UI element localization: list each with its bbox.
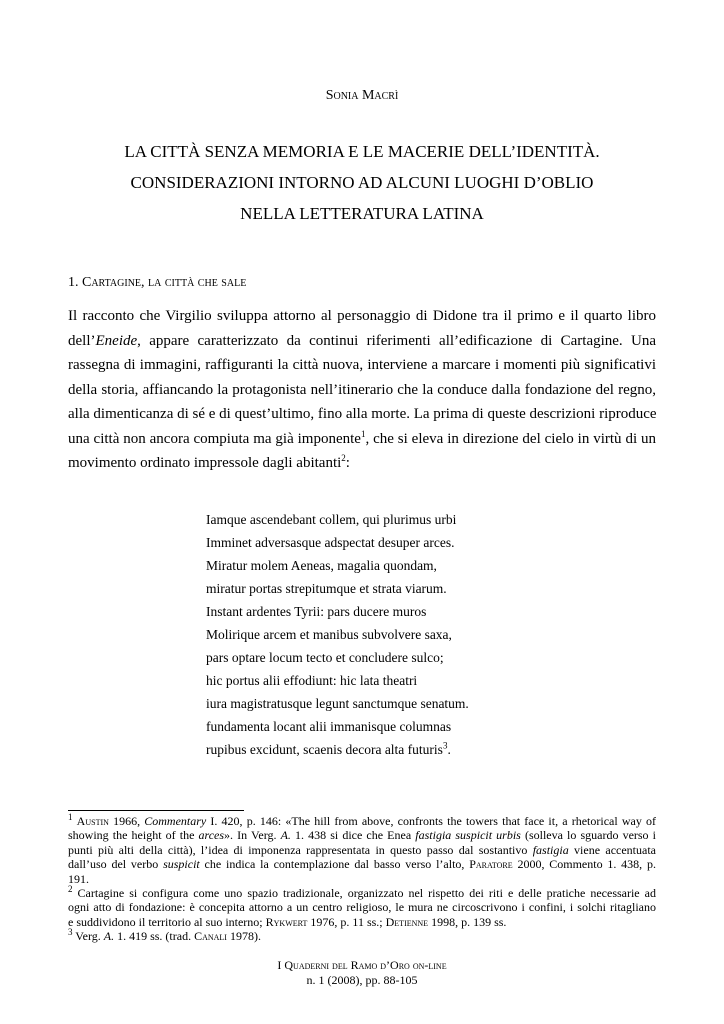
footnote-number: 1: [68, 812, 73, 822]
footnote-1: [68, 814, 656, 828]
footnote-line: [68, 915, 656, 929]
text-run: 1978).: [226, 929, 261, 944]
italic-run: arces: [198, 828, 225, 843]
footnote-line: [68, 828, 656, 842]
footnotes: [68, 814, 656, 944]
italic-run: A.: [280, 828, 291, 843]
text-run: punti più alti della città), l’idea di imponenza rappresentata in questo passo dal sostantivo: [68, 842, 533, 857]
verse-line: iura magistratusque legunt sanctumque senatum.: [206, 696, 469, 711]
text-run: :: [345, 455, 350, 471]
paragraph-line: alla dimenticanza di sé e di quest’ultimo, fino alla morte. La prima di queste descrizioni riproduce: [68, 406, 657, 422]
text-run: showing the height of the: [68, 828, 199, 843]
text-run: dall’uso del verbo: [68, 857, 164, 872]
text-run: viene accentuata: [568, 842, 656, 857]
text-run: Canali: [194, 929, 227, 944]
footnote-line: 191.: [68, 871, 89, 886]
verse-line: Miratur molem Aeneas, magalia quondam,: [206, 558, 437, 573]
footnote-2: [68, 886, 656, 900]
verse-line: Imminet adversasque adspectat desuper arces.: [206, 535, 455, 550]
footnote-number: 3: [68, 927, 73, 938]
text-run: Verg.: [72, 929, 104, 944]
verse-line: [206, 738, 469, 761]
verse-line: Molirique arcem et manibus subvolvere saxa,: [206, 627, 452, 642]
footnote-line: ogni atto di fondazione: è concepita attorno a un centro religioso, le mura ne circoscrivono i confini, i solchi ritagliano: [68, 900, 656, 915]
footnote-separator: [68, 810, 244, 811]
text-run: , appare caratterizzato da continui riferimenti all’edificazione di Cartagine. Una: [137, 332, 656, 349]
section-heading: 1. Cartagine, la città che sale: [68, 275, 247, 290]
text-run: 1998, p. 139 ss.: [428, 914, 507, 929]
italic-run: Commentary: [144, 814, 207, 828]
paragraph-line: della storia, affiancando la protagonista nell’itinerario che la conduce dalla fondazione del regno,: [68, 381, 656, 398]
text-run: Cartagine si configura come uno spazio tradizionale, organizzato nel rispetto dei riti e delle pratiche necessarie ad: [72, 886, 656, 901]
paragraph-line: Il racconto che Virgilio sviluppa attorno al personaggio di Didone tra il primo e il quarto libro: [68, 308, 656, 324]
text-run: rupibus excidunt, scaenis decora alta futuris: [206, 742, 443, 757]
verse-line: pars optare locum tecto et concludere sulco;: [206, 650, 444, 665]
journal-name: I Quaderni del Ramo d’Oro on-line: [277, 958, 447, 972]
text-run: 1. 419 ss. (trad.: [114, 929, 195, 944]
text-run: Paratore: [469, 857, 513, 872]
article-title: [60, 136, 664, 229]
body-paragraph: [68, 304, 656, 476]
text-run: e suddividono il territorio al suo interno;: [68, 914, 266, 929]
text-run: 2000, Commento 1. 438, p.: [512, 857, 656, 872]
italic-run: suspicit: [163, 857, 200, 872]
text-run: I. 420, p. 146: «The hill from above, confronts the towers that face it, a rhetorical way of: [206, 814, 657, 828]
text-run: movimento ordinato impressole dagli abitanti: [68, 455, 342, 471]
footnote-number: 2: [68, 884, 73, 895]
text-run: Rykwert: [265, 914, 308, 929]
italic-run: fastigia: [532, 842, 569, 857]
paragraph-line: rassegna di immagini, raffiguranti la città nuova, interviene a marcare i momenti più significativi: [68, 357, 656, 373]
text-run: ». In Verg.: [224, 828, 281, 843]
verse-quotation: [206, 508, 469, 761]
paragraph-line: [68, 329, 656, 354]
title-line: CONSIDERAZIONI INTORNO AD ALCUNI LUOGHI D’OBLIO: [130, 173, 594, 192]
text-run: (solleva lo sguardo verso i: [520, 828, 656, 843]
footnote-ref-2[interactable]: 2: [341, 453, 346, 463]
footnote-ref-1[interactable]: 1: [360, 428, 366, 439]
verse-line: Instant ardentes Tyrii: pars ducere muros: [206, 604, 427, 619]
text-run: Austin: [76, 814, 109, 828]
text-run: 1. 438 si dice che Enea: [290, 828, 416, 843]
verse-line: fundamenta locant alii immanisque columnas: [206, 719, 452, 734]
title-line: LA CITTÀ SENZA MEMORIA E LE MACERIE DELL’IDENTITÀ.: [124, 142, 600, 161]
page-footer: [0, 958, 724, 988]
footnote-line: [68, 857, 656, 871]
text-run: .: [447, 742, 451, 757]
text-run: 1966,: [108, 814, 145, 828]
italic-run: A.: [103, 929, 115, 944]
verse-line: hic portus alii effodiunt: hic lata theatri: [206, 673, 418, 688]
footnote-3: [68, 929, 656, 943]
text-run: Detienne: [385, 914, 429, 929]
verse-line: Iamque ascendebant collem, qui plurimus urbi: [206, 512, 457, 527]
italic-run: fastigia suspicit urbis: [415, 828, 521, 843]
paragraph-line: [68, 427, 656, 452]
text-run: 1976, p. 11 ss.;: [307, 914, 386, 929]
italic-run: Eneide: [95, 332, 138, 349]
paragraph-line: [68, 451, 656, 476]
verse-line: miratur portas strepitumque et strata viarum.: [206, 581, 447, 596]
text-run: , che si eleva in direzione del cielo in virtù di un: [365, 430, 656, 447]
text-run: una città non ancora compiuta ma già imponente: [68, 430, 361, 447]
footnote-line: [68, 843, 656, 857]
author-name: Sonia Macrì: [325, 88, 399, 103]
issue-pages: n. 1 (2008), pp. 88-105: [306, 973, 418, 987]
text-run: che indica la contemplazione dal basso verso l’alto,: [199, 857, 470, 872]
text-run: dell’: [68, 332, 96, 349]
footnote-ref-3[interactable]: 3: [442, 740, 448, 751]
title-line: NELLA LETTERATURA LATINA: [240, 204, 484, 223]
